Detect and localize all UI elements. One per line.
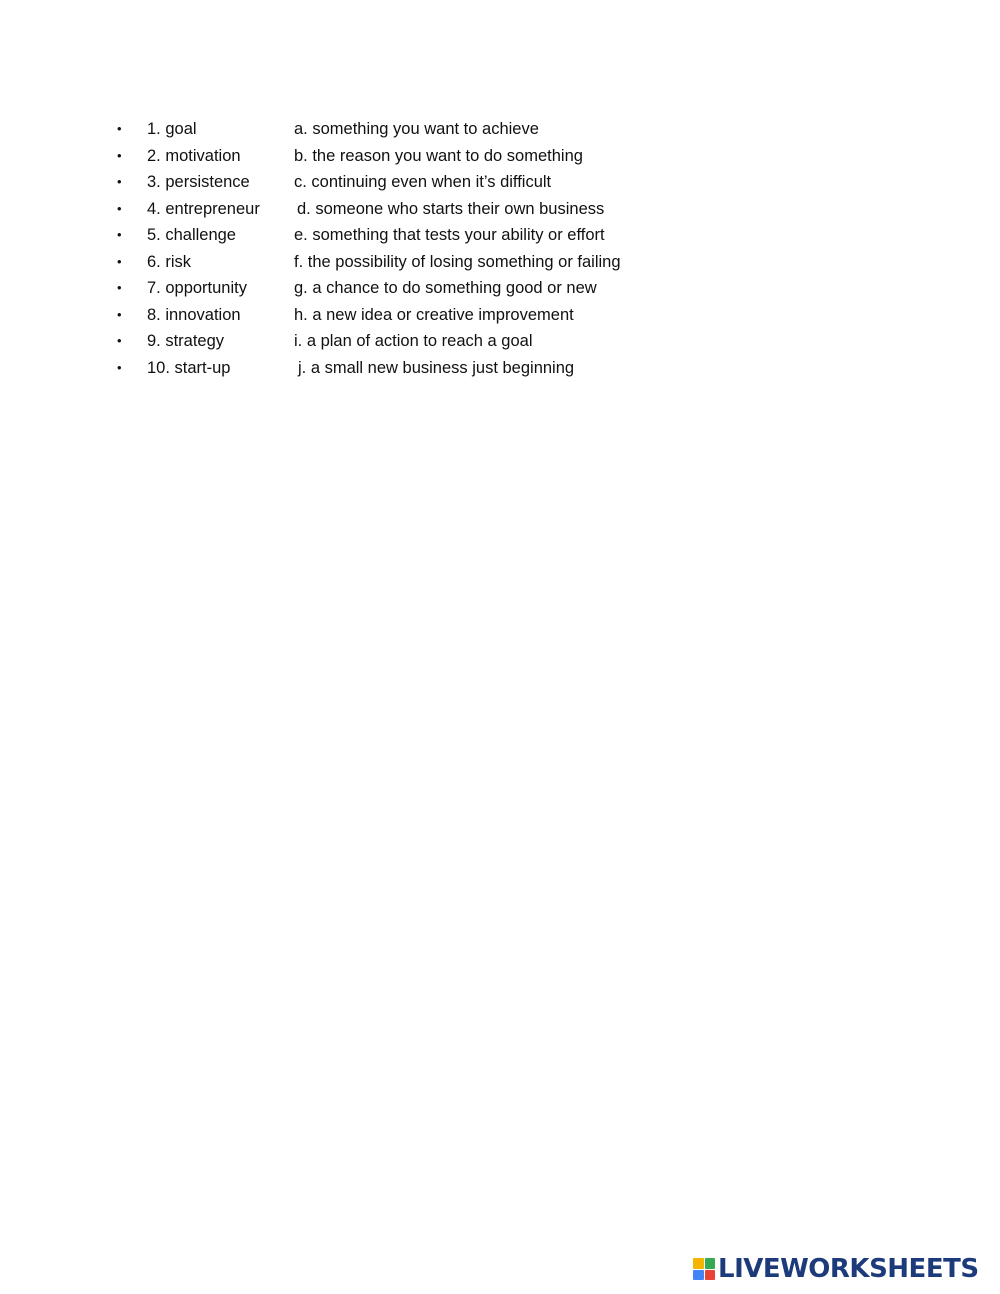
- list-item: [0, 222, 700, 249]
- list-item: [0, 249, 700, 276]
- vocab-definition: d. someone who starts their own business: [297, 199, 605, 218]
- bullet-icon: •: [117, 147, 122, 163]
- vocab-definition: h. a new idea or creative improvement: [294, 305, 574, 324]
- bullet-icon: •: [117, 200, 122, 216]
- vocab-definition: i. a plan of action to reach a goal: [294, 332, 533, 350]
- vocab-term: 4. entrepreneur: [147, 199, 260, 218]
- vocab-definition: c. continuing even when it’s difficult: [294, 173, 552, 191]
- liveworksheets-logo: [693, 1254, 979, 1284]
- list-item: [0, 169, 700, 196]
- vocab-definition: e. something that tests your ability or effort: [294, 226, 605, 244]
- bullet-icon: •: [117, 121, 122, 136]
- vocab-definition: b. the reason you want to do something: [294, 146, 583, 165]
- logo-mark-cell: [693, 1270, 704, 1281]
- logo-mark-cell: [705, 1258, 716, 1269]
- bullet-icon: •: [117, 306, 122, 322]
- logo-mark-icon: [693, 1258, 715, 1280]
- vocab-term: 8. innovation: [147, 305, 241, 324]
- vocab-definition: g. a chance to do something good or new: [294, 279, 597, 297]
- list-item: [0, 143, 700, 170]
- bullet-icon: •: [117, 359, 122, 375]
- logo-text: LIVEWORKSHEETS: [718, 1254, 979, 1284]
- list-item: [0, 302, 700, 329]
- bullet-icon: •: [117, 280, 122, 295]
- vocabulary-list: [0, 116, 700, 381]
- vocab-term: 5. challenge: [147, 226, 236, 244]
- list-item: [0, 355, 700, 382]
- bullet-icon: •: [117, 227, 122, 242]
- vocab-term: 2. motivation: [147, 146, 241, 165]
- list-item: [0, 328, 700, 355]
- vocab-definition: a. something you want to achieve: [294, 120, 539, 138]
- vocab-term: 3. persistence: [147, 173, 250, 191]
- vocab-term: 7. opportunity: [147, 279, 247, 297]
- bullet-icon: •: [117, 174, 122, 189]
- list-item: [0, 275, 700, 302]
- list-item: [0, 116, 700, 143]
- logo-mark-cell: [693, 1258, 704, 1269]
- list-item: [0, 196, 700, 223]
- vocab-definition: f. the possibility of losing something or failing: [294, 252, 621, 271]
- bullet-icon: •: [117, 333, 122, 348]
- logo-mark-cell: [705, 1270, 716, 1281]
- vocab-term: 10. start-up: [147, 358, 231, 377]
- vocab-definition: j. a small new business just beginning: [298, 358, 575, 377]
- bullet-icon: •: [117, 253, 122, 269]
- vocab-term: 9. strategy: [147, 332, 225, 350]
- vocab-term: 1. goal: [147, 120, 197, 138]
- vocab-term: 6. risk: [147, 252, 192, 271]
